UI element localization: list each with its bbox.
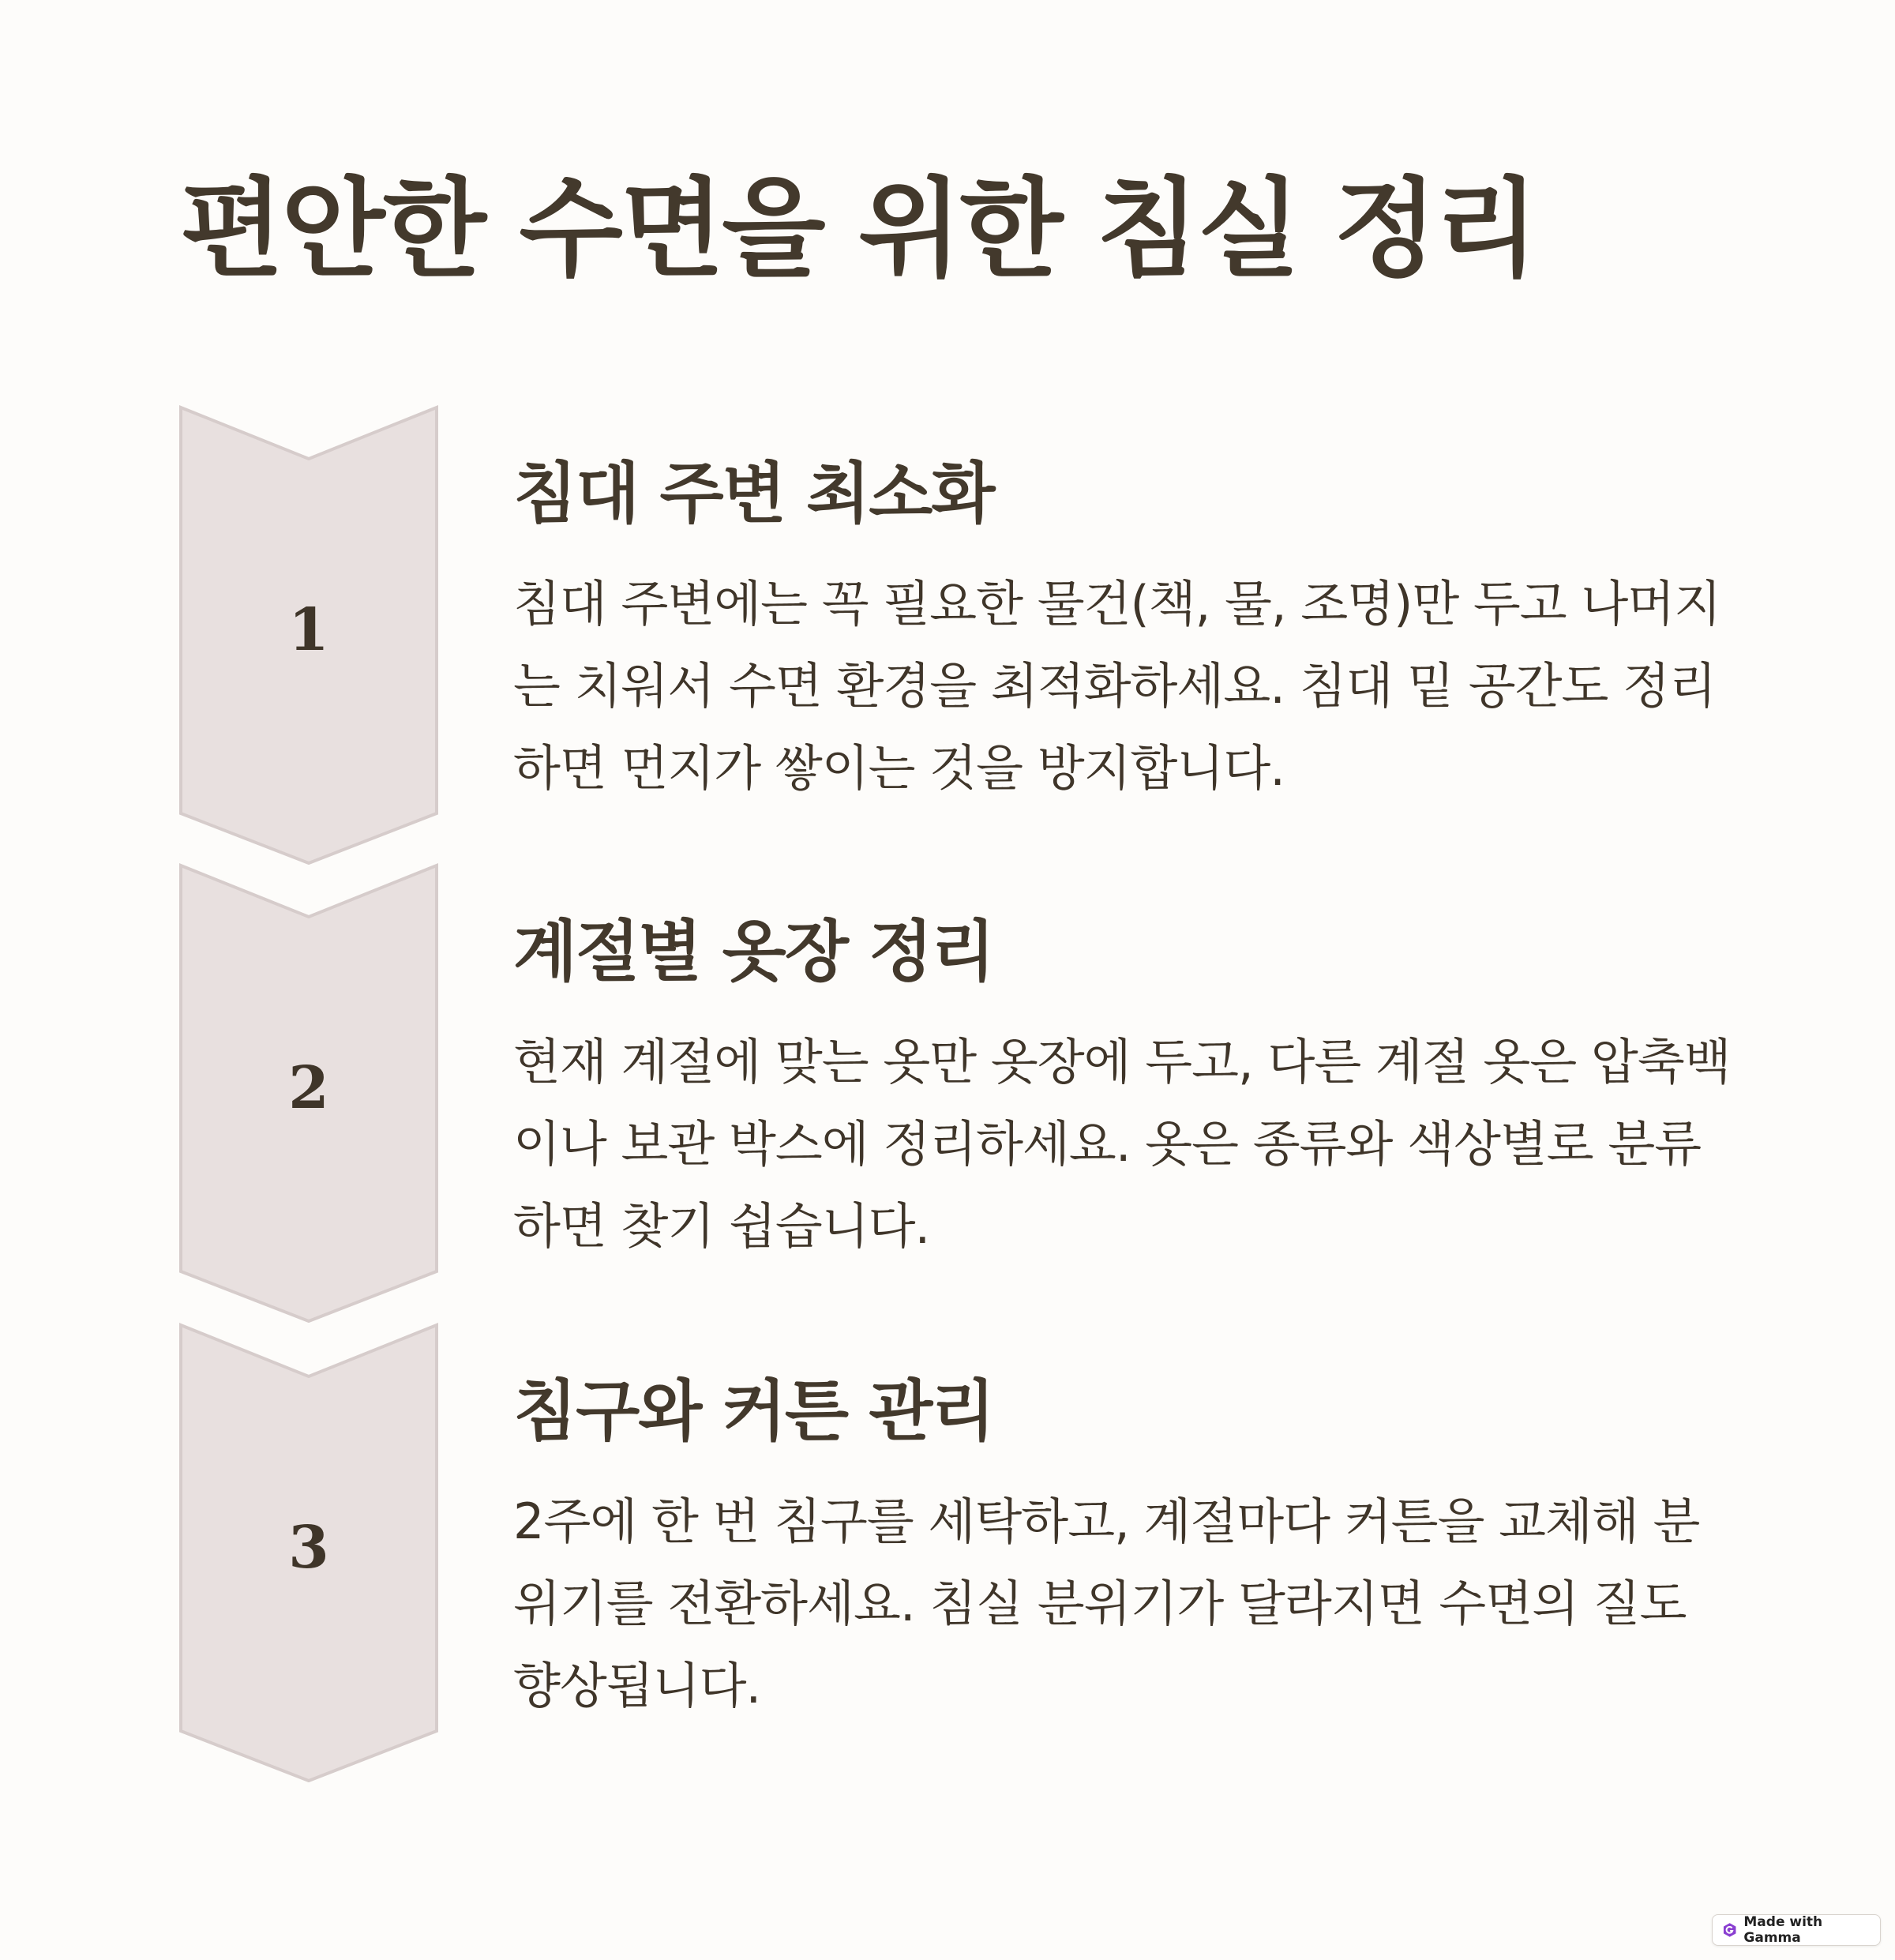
- step-3: [0, 1323, 1895, 1782]
- step-2: [0, 863, 1895, 1323]
- page-title: 편안한 수면을 위한 침실 정리: [180, 167, 1537, 292]
- step-1: [0, 405, 1895, 865]
- step-description: 2주에 한 번 침구를 세탁하고, 계절마다 커튼을 교체해 분위기를 전환하세요. 침실 분위기가 달라지면 수면의 질도 향상됩니다.: [513, 1493, 1700, 1714]
- step-title: 침구와 커튼 관리: [513, 1372, 994, 1450]
- gamma-logo-icon: [1722, 1922, 1737, 1938]
- step-title: 계절별 옷장 정리: [513, 913, 994, 990]
- step-number: 2: [288, 1054, 329, 1122]
- step-description: 현재 계절에 맞는 옷만 옷장에 두고, 다른 계절 옷은 압축백이나 보관 박스에 정리하세요. 옷은 종류와 색상별로 분류하면 찾기 쉽습니다.: [513, 1033, 1731, 1255]
- made-with-gamma-badge[interactable]: [1712, 1914, 1881, 1946]
- badge-label: Made with Gamma: [1743, 1914, 1823, 1946]
- step-title: 침대 주변 최소화: [513, 455, 994, 532]
- step-description: 침대 주변에는 꼭 필요한 물건(책, 물, 조명)만 두고 나머지는 치워서 수면 환경을 최적화하세요. 침대 밑 공간도 정리하면 먼지가 쌓이는 것을 방지합니다.: [513, 575, 1721, 797]
- step-number: 3: [288, 1514, 329, 1582]
- step-number: 1: [288, 596, 329, 664]
